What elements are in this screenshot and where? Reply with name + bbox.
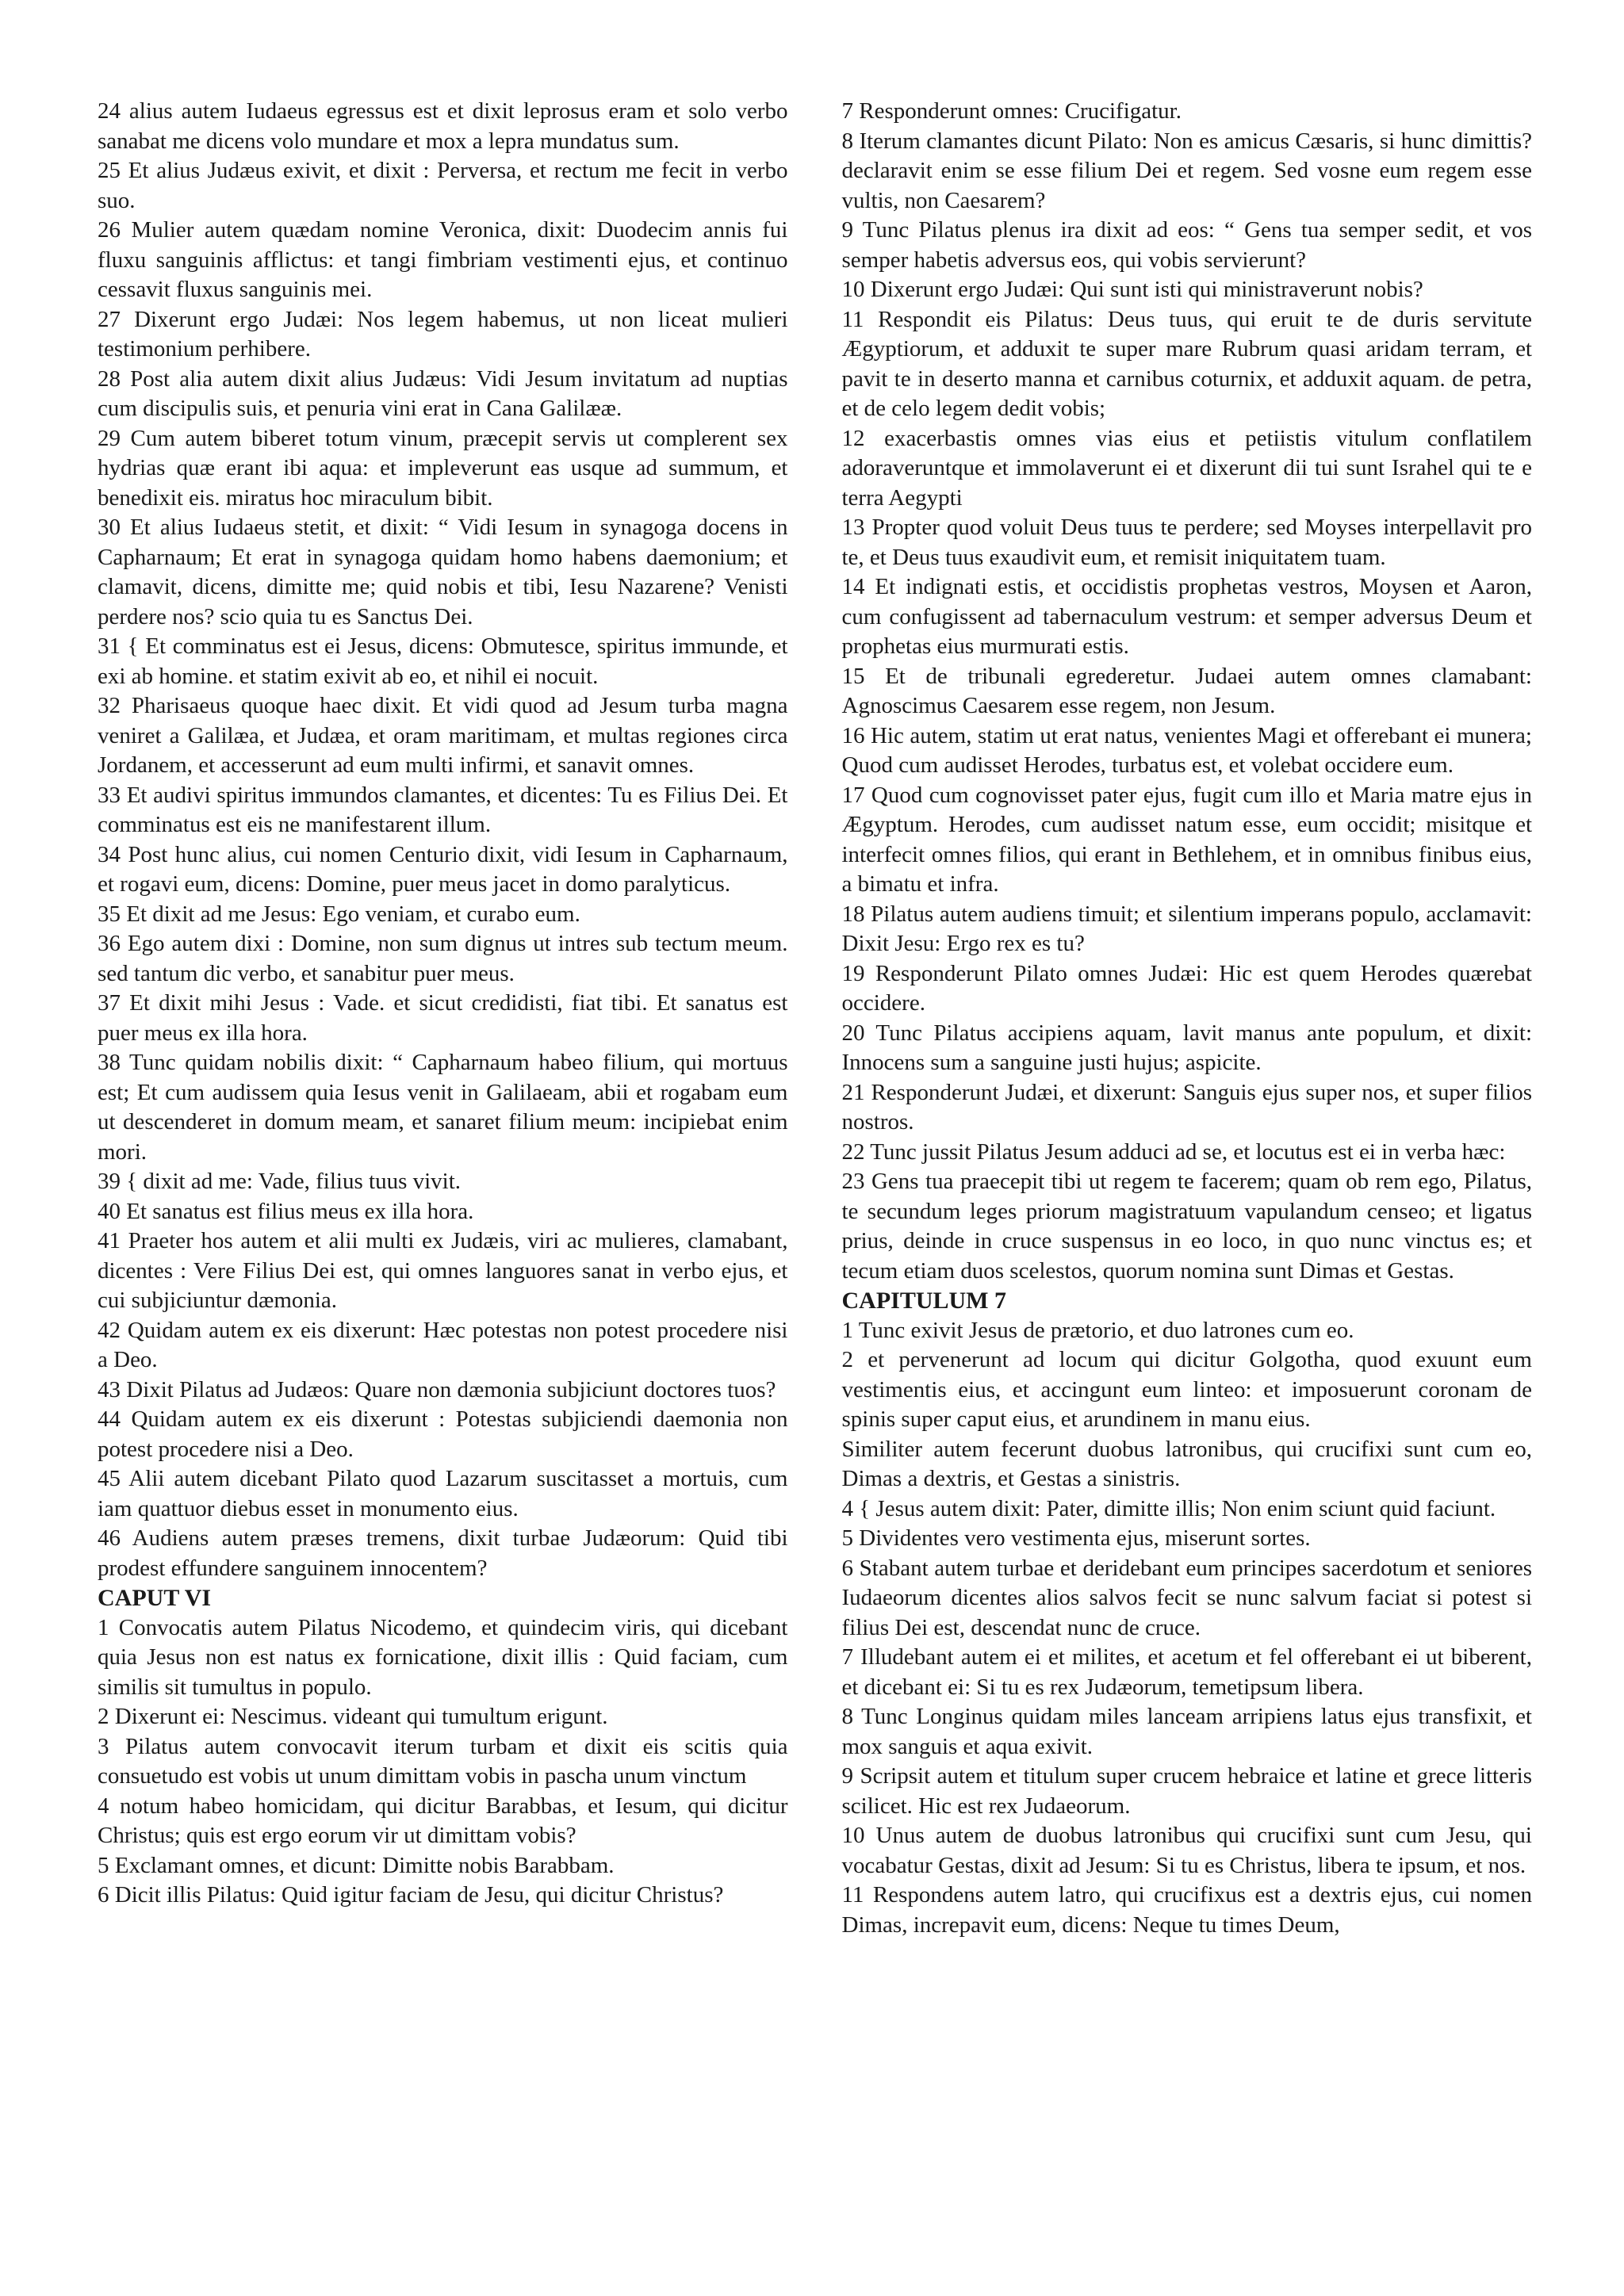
- verse: 36 Ego autem dixi : Domine, non sum dignus ut intres sub tectum meum. sed tantum dic verbo, et sanabitur puer meus.: [98, 931, 788, 986]
- verse: 42 Quidam autem ex eis dixerunt: Hæc potestas non potest procedere nisi a Deo.: [98, 1317, 788, 1372]
- left-column: [98, 97, 788, 2233]
- verse-list: [842, 1316, 1533, 1941]
- verse: 6 Dicit illis Pilatus: Quid igitur faciam de Jesu, qui dicitur Christus?: [98, 1882, 724, 1908]
- verse: 35 Et dixit ad me Jesus: Ego veniam, et curabo eum.: [98, 901, 580, 927]
- verse: 16 Hic autem, statim ut erat natus, venientes Magi et offerebant ei munera; Quod cum audisset Herodes, turbatus est, et volebat occidere eum.: [841, 722, 1532, 778]
- right-column: [842, 97, 1533, 2233]
- verse: 7 Illudebant autem ei et milites, et acetum et fel offerebant ei ut biberent, et dicebant ei: Si tu es rex Judæorum, temetipsum libera.: [841, 1644, 1532, 1700]
- verse: 2 et pervenerunt ad locum qui dicitur Golgotha, quod exuunt eum vestimentis eius, et accingunt eum linteo: et imposuerunt coronam de spinis super caput eius, et arundinem in manu eius.: [841, 1347, 1532, 1432]
- verse: 46 Audiens autem præses tremens, dixit turbae Judæorum: Quid tibi prodest effundere sanguinem innocentem?: [98, 1525, 788, 1581]
- verse-list: [98, 1613, 788, 1911]
- verse: 19 Responderunt Pilato omnes Judæi: Hic est quem Herodes quærebat occidere.: [841, 960, 1532, 1016]
- verse: 40 Et sanatus est filius meus ex illa hora.: [98, 1198, 474, 1224]
- verse: 23 Gens tua praecepit tibi ut regem te facerem; quam ob rem ego, Pilatus, te secundum leges priorum magistratuum vapulandum censeo; et ligatus prius, deinde in cruce suspensus in eo loco, in quo nunc vinctus es; et tecum etiam duos scelestos, quorum nomina sunt Dimas et Gestas.: [841, 1169, 1532, 1284]
- verse: 8 Iterum clamantes dicunt Pilato: Non es amicus Cæsaris, si hunc dimittis? declaravit enim se esse filium Dei et regem. Sed vosne eum regem esse vultis, non Caesarem?: [841, 128, 1532, 213]
- verse: 9 Tunc Pilatus plenus ira dixit ad eos: “ Gens tua semper sedit, et vos semper habetis adversus eos, qui vobis servierunt?: [841, 217, 1532, 273]
- verse: 31 { Et comminatus est ei Jesus, dicens: Obmutesce, spiritus immunde, et exi ab homine. et statim exivit ab eo, et nihil ei nocuit.: [98, 633, 788, 689]
- verse: 34 Post hunc alius, cui nomen Centurio dixit, vidi Iesum in Capharnaum, et rogavi eum, dicens: Domine, puer meus jacet in domo paralyticus.: [98, 841, 788, 897]
- verse: 27 Dixerunt ergo Judæi: Nos legem habemus, ut non liceat mulieri testimonium perhibere.: [98, 306, 788, 362]
- verse: 4 notum habeo homicidam, qui dicitur Barabbas, et Iesum, qui dicitur Christus; quis est ergo eorum vir ut dimittam vobis?: [98, 1793, 788, 1848]
- chapter-heading: CAPUT VI: [98, 1585, 212, 1611]
- verse: 32 Pharisaeus quoque haec dixit. Et vidi quod ad Jesum turba magna veniret a Galilæa, et Judæa, et oram maritimam, et multas regiones circa Jordanem, et accesserunt ad eum multi infirmi, et sanavit omnes.: [98, 693, 788, 778]
- verse: 33 Et audivi spiritus immundos clamantes, et dicentes: Tu es Filius Dei. Et comminatus est eis ne manifestarent illum.: [98, 782, 788, 837]
- verse: 38 Tunc quidam nobilis dixit: “ Capharnaum habeo filium, qui mortuus est; Et cum audissem quia Iesus venit in Galilaeam, abii et rogabam eum ut descenderet in domum meam, et sanaret filium meum: incipiebat enim mori.: [98, 1050, 788, 1165]
- verse: 41 Praeter hos autem et alii multi ex Judæis, viri ac mulieres, clamabant, dicentes : Vere Filius Dei est, qui omnes languores sanat in verbo ejus, et cui subjiciuntur dæmonia.: [98, 1228, 788, 1313]
- verse: 43 Dixit Pilatus ad Judæos: Quare non dæmonia subjiciunt doctores tuos?: [98, 1376, 776, 1402]
- verse: 15 Et de tribunali egrederetur. Judaei autem omnes clamabant: Agnoscimus Caesarem esse regem, non Jesum.: [841, 663, 1532, 718]
- verse: 26 Mulier autem quædam nomine Veronica, dixit: Duodecim annis fui fluxu sanguinis afflictus: et tangi fimbriam vestimenti ejus, et continuo cessavit fluxus sanguinis mei.: [98, 217, 788, 302]
- verse-list: [842, 97, 1533, 1286]
- verse: 1 Tunc exivit Jesus de prætorio, et duo latrones cum eo.: [841, 1317, 1354, 1343]
- verse: 21 Responderunt Judæi, et dixerunt: Sanguis ejus super nos, et super filios nostros.: [841, 1079, 1532, 1135]
- verse: 17 Quod cum cognovisset pater ejus, fugit cum illo et Maria matre ejus in Ægyptum. Herodes, cum audisset natum esse, eum occidit; misitque et interfecit omnes filios, qui erant in Bethlehem, et in omnibus finibus eius, a bimatu et infra.: [841, 782, 1532, 897]
- verse: 8 Tunc Longinus quidam miles lanceam arripiens latus ejus transfixit, et mox sanguis et aqua exivit.: [841, 1704, 1532, 1759]
- verse: 10 Dixerunt ergo Judæi: Qui sunt isti qui ministraverunt nobis?: [841, 277, 1423, 302]
- verse: 45 Alii autem dicebant Pilato quod Lazarum suscitasset a mortuis, cum iam quattuor diebus esset in monumento eius.: [98, 1466, 788, 1521]
- verse: 2 Dixerunt ei: Nescimus. videant qui tumultum erigunt.: [98, 1704, 608, 1729]
- verse: 11 Respondens autem latro, qui crucifixus est a dextris ejus, cui nomen Dimas, increpavit eum, dicens: Neque tu times Deum,: [841, 1882, 1532, 1938]
- verse: 4 { Jesus autem dixit: Pater, dimitte illis; Non enim sciunt quid faciunt.: [841, 1495, 1496, 1521]
- chapter-heading: CAPITULUM 7: [841, 1288, 1006, 1314]
- verse: 39 { dixit ad me: Vade, filius tuus vivit.: [98, 1169, 462, 1194]
- verse: 10 Unus autem de duobus latronibus qui crucifixi sunt cum Jesu, qui vocabatur Gestas, dixit ad Jesum: Si tu es Christus, libera te ipsum, et nos.: [841, 1823, 1532, 1878]
- verse: 20 Tunc Pilatus accipiens aquam, lavit manus ante populum, et dixit: Innocens sum a sanguine justi hujus; aspicite.: [841, 1020, 1532, 1075]
- verse: 29 Cum autem biberet totum vinum, præcepit servis ut complerent sex hydrias quæ erant ibi aqua: et impleverunt eas usque ad summum, et benedixit eis. miratus hoc miraculum bibit.: [98, 425, 788, 511]
- verse: 30 Et alius Iudaeus stetit, et dixit: “ Vidi Iesum in synagoga docens in Capharnaum; Et erat in synagoga quidam homo habens daemonium; et clamavit, dicens, dimitte me; quid nobis et tibi, Iesu Nazarene? Venisti perdere nos? scio quia tu es Sanctus Dei.: [98, 515, 788, 629]
- verse: 25 Et alius Judæus exivit, et dixit : Perversa, et rectum me fecit in verbo suo.: [98, 158, 788, 213]
- verse: 3 Pilatus autem convocavit iterum turbam et dixit eis scitis quia consuetudo est vobis ut unum dimittam vobis in pascha unum vinctum: [98, 1733, 788, 1789]
- verse: 1 Convocatis autem Pilatus Nicodemo, et quindecim viris, qui dicebant quia Jesus non est natus ex fornicatione, dixit illis : Quid faciam, cum similis sit tumultus in populo.: [98, 1614, 788, 1700]
- verse: 22 Tunc jussit Pilatus Jesum adduci ad se, et locutus est ei in verba hæc:: [841, 1138, 1506, 1165]
- verse: 18 Pilatus autem audiens timuit; et silentium imperans populo, acclamavit: Dixit Jesu: Ergo rex es tu?: [841, 901, 1532, 956]
- verse: Similiter autem fecerunt duobus latronibus, qui crucifixi sunt cum eo, Dimas a dextris, et Gestas a sinistris.: [841, 1436, 1532, 1491]
- verse: 44 Quidam autem ex eis dixerunt : Potestas subjiciendi daemonia non potest procedere nisi a Deo.: [98, 1406, 788, 1462]
- verse: 13 Propter quod voluit Deus tuus te perdere; sed Moyses interpellavit pro te, et Deus tuus exaudivit eum, et remisit iniquitatem tuam.: [841, 515, 1532, 570]
- verse: 14 Et indignati estis, et occidistis prophetas vestros, Moysen et Aaron, cum confugissent ad tabernaculum vestrum: et semper adversus Deum et prophetas eius murmurati estis.: [841, 574, 1532, 659]
- verse: 5 Exclamant omnes, et dicunt: Dimitte nobis Barabbam.: [98, 1852, 615, 1878]
- verse: 9 Scripsit autem et titulum super crucem hebraice et latine et grece litteris scilicet. Hic est rex Judaeorum.: [841, 1763, 1532, 1819]
- verse: 5 Dividentes vero vestimenta ejus, miserunt sortes.: [841, 1525, 1311, 1551]
- verse: 7 Responderunt omnes: Crucifigatur.: [841, 98, 1182, 124]
- verse: 11 Respondit eis Pilatus: Deus tuus, qui eruit te de duris servitute Ægyptiorum, et adduxit te super mare Rubrum quasi aridam terram, et pavit te in deserto manna et carnibus coturnix, et adduxit aquam. de petra, et de celo legem dedit vobis;: [841, 306, 1532, 421]
- verse: 6 Stabant autem turbae et deridebant eum principes sacerdotum et seniores Iudaeorum dicentes alios salvos fecit se nunc salvum faciat si potest si filius Dei est, descendat nunc de cruce.: [841, 1555, 1532, 1640]
- verse: 24 alius autem Iudaeus egressus est et dixit leprosus eram et solo verbo sanabat me dicens volo mundare et mox a lepra mundatus sum.: [98, 98, 788, 154]
- verse-list: [98, 97, 788, 1583]
- verse: 37 Et dixit mihi Jesus : Vade. et sicut credidisti, fiat tibi. Et sanatus est puer meus ex illa hora.: [98, 990, 788, 1046]
- verse: 28 Post alia autem dixit alius Judæus: Vidi Jesum invitatum ad nuptias cum discipulis suis, et penuria vini erat in Cana Galilææ.: [98, 365, 788, 421]
- verse: 12 exacerbastis omnes vias eius et petiistis vitulum conflatilem adoraveruntque et immolaverunt ei et dixerunt dii tui sunt Israhel qui te e terra Aegypti: [841, 425, 1532, 511]
